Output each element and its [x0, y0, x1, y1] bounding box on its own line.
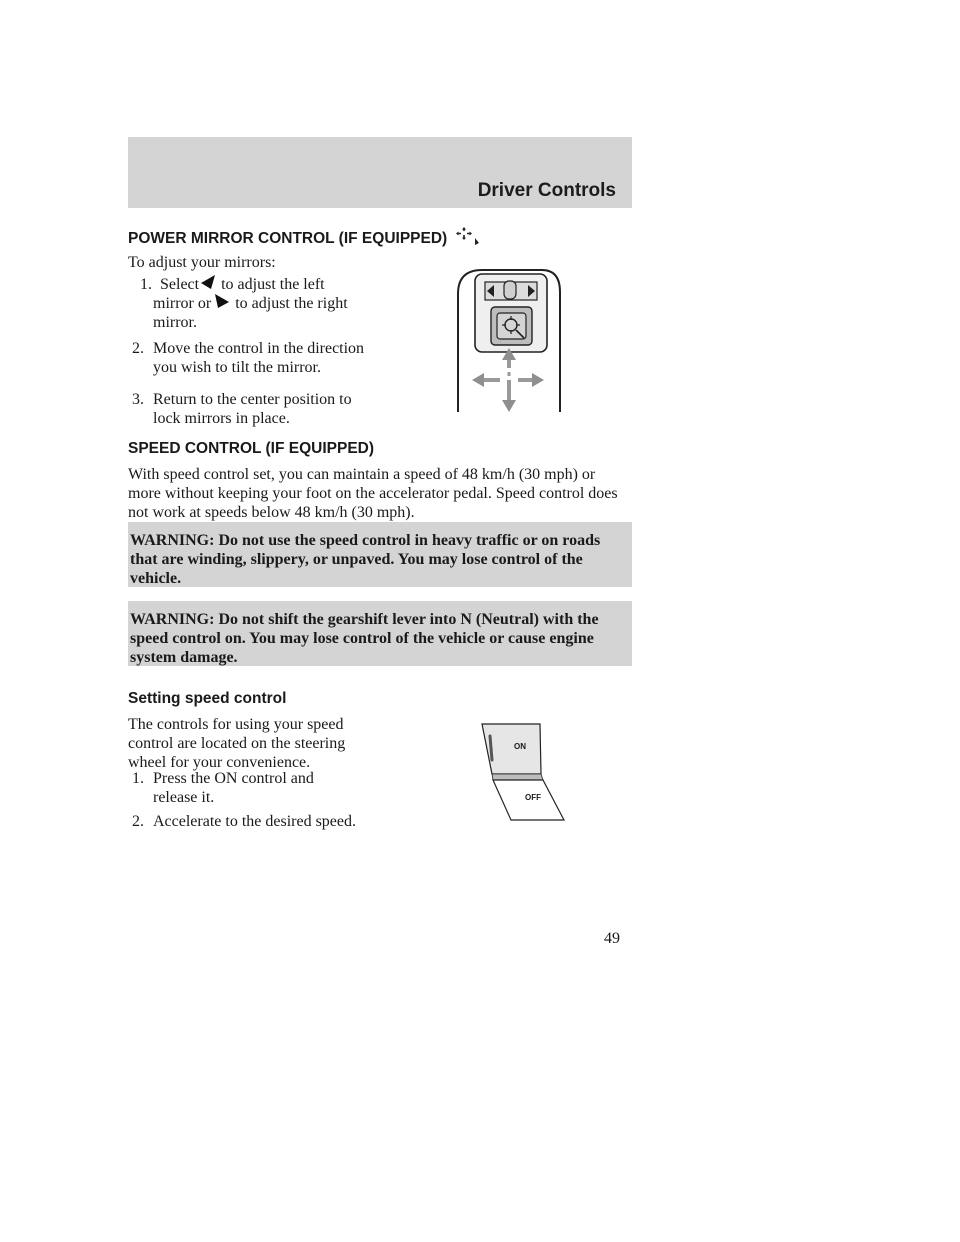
mirror-step-1-cont — [153, 294, 413, 315]
left-arrow-icon — [201, 275, 215, 296]
mirror-step-2 — [132, 339, 382, 377]
step-text: to adjust the right — [235, 295, 348, 313]
section-header-band — [128, 137, 632, 208]
section-title: Driver Controls — [477, 180, 616, 201]
setting-intro: The controls for using your speed control are located on the steering wheel for your convenience. — [128, 716, 346, 771]
speed-control-switch-illustration — [480, 722, 570, 824]
step-number: 1. — [132, 770, 144, 787]
step-text: Select — [160, 276, 200, 294]
step-number: 1. — [140, 276, 152, 294]
step-number: 2. — [132, 813, 144, 830]
mirror-heading-row — [128, 226, 632, 251]
mirror-adjust-icon — [453, 226, 481, 251]
step-text: mirror or — [153, 295, 212, 313]
step-number: 3. — [132, 391, 144, 408]
on-label: ON — [514, 742, 526, 751]
mirror-step-3 — [132, 390, 382, 428]
step-text: mirror. — [153, 314, 197, 331]
mirror-section-heading: POWER MIRROR CONTROL (IF EQUIPPED) — [128, 229, 448, 247]
mirror-step-1 — [140, 275, 400, 296]
step-text: Accelerate to the desired speed. — [153, 813, 357, 830]
on-off-switch-drawing — [480, 722, 570, 824]
right-arrow-icon — [215, 294, 229, 315]
setting-step-1 — [132, 769, 382, 807]
step-number: 2. — [132, 340, 144, 357]
warning-text-1: WARNING: Do not use the speed control in heavy traffic or on roads that are winding, slippery, or unpaved. You may lose control of the vehicle. — [130, 532, 601, 587]
mirror-control-illustration — [452, 262, 572, 422]
warning-text-2: WARNING: Do not shift the gearshift lever into N (Neutral) with the speed control on. You may lose control of the vehicle or cause engine system damage. — [130, 611, 599, 666]
mirror-intro: To adjust your mirrors: — [128, 254, 276, 271]
speed-section-heading: SPEED CONTROL (IF EQUIPPED) — [128, 440, 375, 457]
setting-step-2 — [132, 812, 392, 831]
step-text: Return to the center position to lock mirrors in place. — [153, 391, 352, 427]
step-text: Press the ON control and release it. — [153, 770, 314, 806]
page-number: 49 — [604, 930, 620, 947]
speed-intro: With speed control set, you can maintain a speed of 48 km/h (30 mph) or more without keeping your foot on the accelerator pedal. Speed control does not work at speeds below 48 km/h (30 mph). — [128, 466, 618, 521]
step-text: Move the control in the direction you wish to tilt the mirror. — [153, 340, 365, 376]
mirror-control-drawing — [452, 262, 572, 422]
off-label: OFF — [525, 793, 541, 802]
setting-speed-heading: Setting speed control — [128, 690, 287, 707]
mirror-step-1-end — [153, 313, 197, 332]
warning-box-1 — [128, 522, 632, 587]
step-text: to adjust the left — [221, 276, 325, 294]
warning-box-2 — [128, 601, 632, 666]
